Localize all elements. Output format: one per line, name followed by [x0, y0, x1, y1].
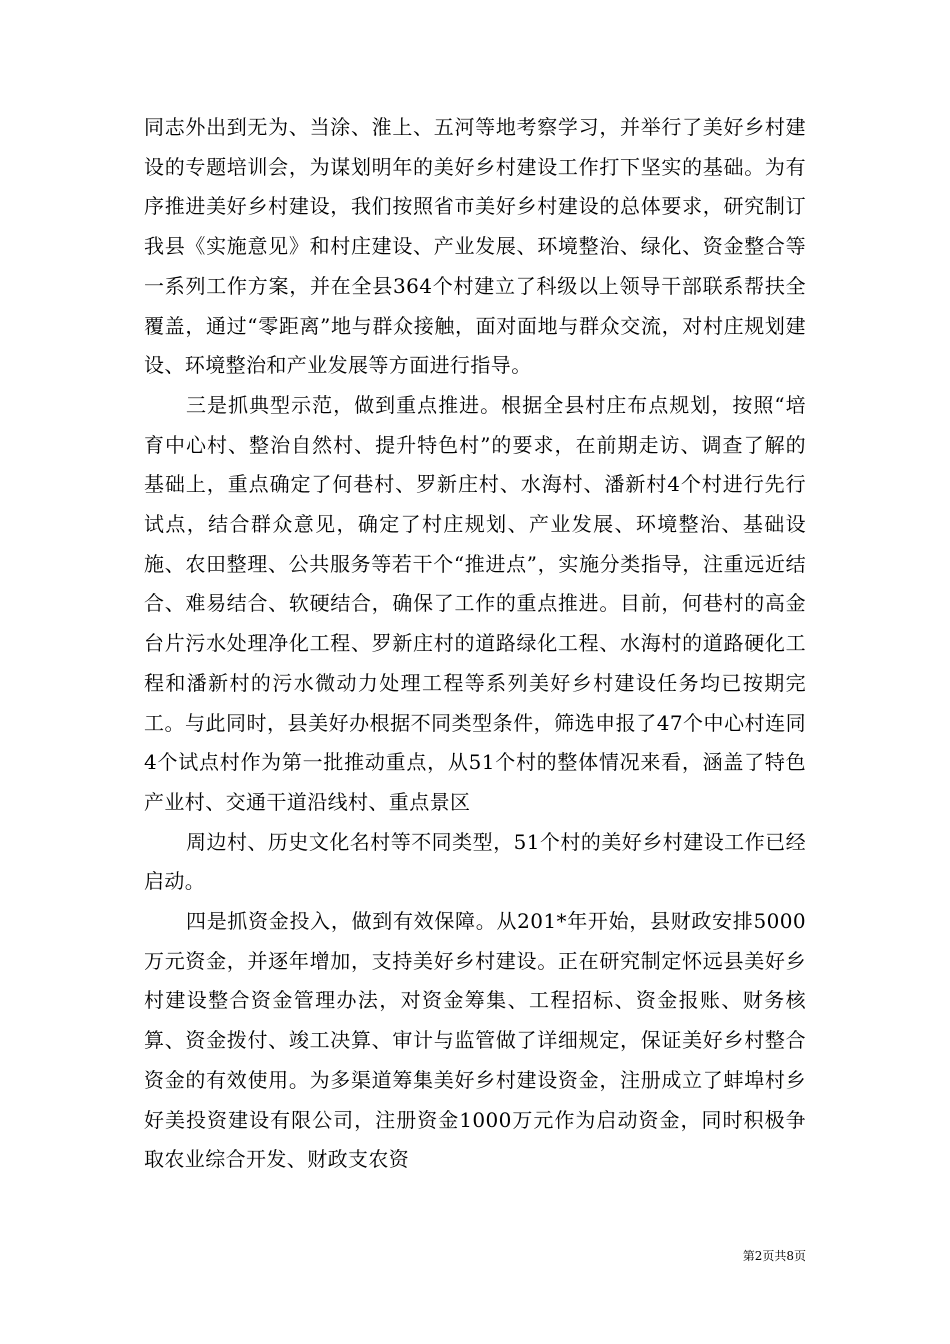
page-number-footer: 第2页共8页: [742, 1249, 806, 1263]
document-body: [144, 108, 806, 1180]
paragraph-funding-investment: 四是抓资金投入，做到有效保障。从201*年开始，县财政安排5000万元资金，并逐年增加，支持美好乡村建设。正在研究制定怀远县美好乡村建设整合资金管理办法，对资金筹集、工程招标、资金报账、财务核算、资金拨付、竣工决算、审计与监管做了详细规定，保证美好乡村整合资金的有效使用。为多渠道筹集美好乡村建设资金，注册成立了蚌埠村乡好美投资建设有限公司，注册资金1000万元作为启动资金，同时积极争取农业综合开发、财政支农资: [144, 909, 806, 1172]
paragraph-surrounding-villages: 周边村、历史文化名村等不同类型，51个村的美好乡村建设工作已经启动。: [144, 829, 806, 894]
paragraph-typical-demonstration: 三是抓典型示范，做到重点推进。根据全县村庄布点规划，按照“培育中心村、整治自然村、提升特色村”的要求，在前期走访、调查了解的基础上，重点确定了何巷村、罗新庄村、水海村、潘新村4个村进行先行试点，结合群众意见，确定了村庄规划、产业发展、环境整治、基础设施、农田整理、公共服务等若干个“推进点”，实施分类指导，注重远近结合、难易结合、软硬结合，确保了工作的重点推进。目前，何巷村的高金台片污水处理净化工程、罗新庄村的道路绿化工程、水海村的道路硬化工程和潘新村的污水微动力处理工程等系列美好乡村建设任务均已按期完工。与此同时，县美好办根据不同类型条件，筛选申报了47个中心村连同4个试点村作为第一批推动重点，从51个村的整体情况来看，涵盖了特色产业村、交通干道沿线村、重点景区: [144, 392, 806, 814]
paragraph-continuation: 同志外出到无为、当涂、淮上、五河等地考察学习，并举行了美好乡村建设的专题培训会，为谋划明年的美好乡村建设工作打下坚实的基础。为有序推进美好乡村建设，我们按照省市美好乡村建设的总体要求，研究制订我县《实施意见》和村庄建设、产业发展、环境整治、绿化、资金整合等一系列工作方案，并在全县364个村建立了科级以上领导干部联系帮扶全覆盖，通过“零距离”地与群众接触，面对面地与群众交流，对村庄规划建设、环境整治和产业发展等方面进行指导。: [144, 115, 806, 378]
